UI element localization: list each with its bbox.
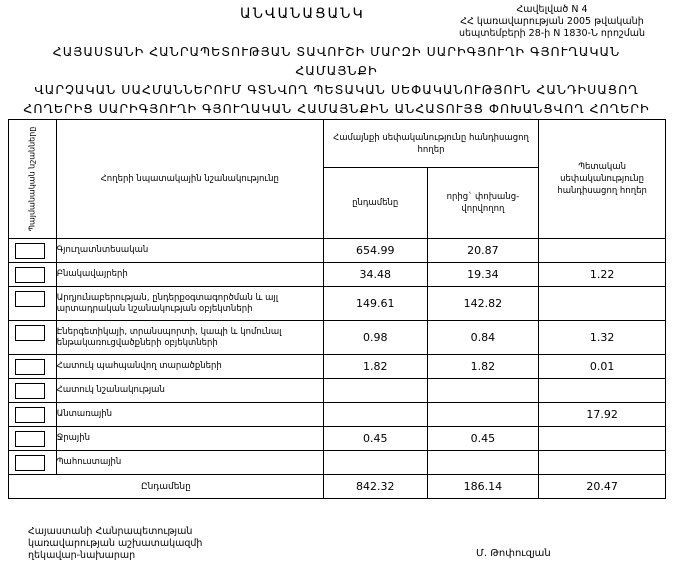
totals-row [9, 475, 666, 499]
header-row [9, 120, 666, 168]
header-purpose: Հողերի նպատակային նշանակությունը [56, 120, 323, 239]
appendix-line-2: ՀՀ կառավարության 2005 թվականի [460, 16, 644, 27]
header-total: ընդամենը [323, 168, 427, 239]
row-state: 1.22 [539, 263, 666, 287]
signatory-title [28, 526, 202, 562]
code-cell [9, 321, 57, 355]
header-state-lands: Պետական սեփականությունը հանդիսացող հողեր [539, 120, 666, 239]
land-table [8, 119, 666, 499]
table-row [9, 263, 666, 287]
heading-line-2: ՎԱՐՉԱԿԱՆ ՍԱՀՄԱՆՆԵՐՈՒՄ ԳՏՆՎՈՂ ՊԵՏԱԿԱՆ ՍԵՓԱԿԱՆՈՒԹՅՈՒՆ ՀԱՆԴԻՍԱՑՈՂ [34, 82, 639, 97]
document-title: ԱՆՎԱՆԱՑԱՆԿ [240, 6, 365, 22]
code-box [15, 291, 45, 307]
table-row [9, 287, 666, 321]
code-cell [9, 239, 57, 263]
totals-transferred: 186.14 [427, 475, 539, 499]
table-row [9, 451, 666, 475]
row-state [539, 379, 666, 403]
heading-line-3: ՀՈՂԵՐԻՑ ՍԱՐԻԳՅՈՒՂԻ ԳՅՈՒՂԱԿԱՆ ՀԱՄԱՅՆՔԻՆ ԱՆՀԱՏՈՒՅՑ ՓՈԽԱՆՑՎՈՂ ՀՈՂԵՐԻ [23, 101, 650, 116]
table-row [9, 379, 666, 403]
table-row [9, 427, 666, 451]
row-purpose: Անտառային [56, 403, 323, 427]
signatory-line-3: ղեկավար-նախարար [28, 550, 136, 561]
code-cell [9, 287, 57, 321]
table-row [9, 239, 666, 263]
row-purpose: Էներգետիկայի, տրանսպորտի, կապի և կոմունալ ենթակառուցվածքների օբյեկտների [56, 321, 323, 355]
row-purpose: Բնակավայրերի [56, 263, 323, 287]
heading-line-1: ՀԱՅԱՍՏԱՆԻ ՀԱՆՐԱՊԵՏՈՒԹՅԱՆ ՏԱՎՈՒՇԻ ՄԱՐԶԻ ՍԱՐԻԳՅՈՒՂԻ ԳՅՈՒՂԱԿԱՆ ՀԱՄԱՅՆՔԻ [52, 44, 621, 78]
header-transferred: որից` փոխանց-վորվողող [427, 168, 539, 239]
appendix-line-3: սեպտեմբերի 28-ի N 1830-Ն որոշման [458, 28, 646, 39]
row-total: 34.48 [323, 263, 427, 287]
row-transferred [427, 379, 539, 403]
row-state [539, 427, 666, 451]
row-total: 654.99 [323, 239, 427, 263]
row-purpose: Հատուկ պահպանվող տարածքների [56, 355, 323, 379]
row-transferred: 0.45 [427, 427, 539, 451]
row-state [539, 451, 666, 475]
header-code: Պայմանական նշանները [9, 120, 57, 239]
row-purpose: Գյուղատնտեսական [56, 239, 323, 263]
header-community-lands: Համայնքի սեփականությունը հանդիսացող հողեր [323, 120, 538, 168]
row-purpose: Պահուստային [56, 451, 323, 475]
document-heading [10, 42, 663, 118]
row-total: 149.61 [323, 287, 427, 321]
totals-state: 20.47 [539, 475, 666, 499]
row-state: 17.92 [539, 403, 666, 427]
row-purpose: Արդյունաբերության, ընդերքօգտագործման և այլ արտադրական նշանակության օբյեկտների [56, 287, 323, 321]
row-transferred: 142.82 [427, 287, 539, 321]
code-box [15, 383, 45, 399]
signatory-line-1: Հայաստանի Հանրապետության [28, 526, 193, 537]
code-cell [9, 403, 57, 427]
row-state: 1.32 [539, 321, 666, 355]
code-cell [9, 355, 57, 379]
signatory-line-2: կառավարության աշխատակազմի [28, 538, 203, 549]
row-purpose: Հատուկ նշանակության [56, 379, 323, 403]
signatory-name: Մ. Թոփուզյան [476, 548, 551, 559]
totals-total: 842.32 [323, 475, 427, 499]
row-purpose: Ջրային [56, 427, 323, 451]
code-cell [9, 263, 57, 287]
code-box [15, 325, 45, 341]
row-transferred: 1.82 [427, 355, 539, 379]
row-transferred: 0.84 [427, 321, 539, 355]
row-total [323, 451, 427, 475]
row-transferred [427, 403, 539, 427]
code-box [15, 407, 45, 423]
table-row [9, 355, 666, 379]
row-state: 0.01 [539, 355, 666, 379]
totals-label: Ընդամենը [9, 475, 324, 499]
table-row [9, 321, 666, 355]
appendix-note [434, 4, 670, 40]
code-box [15, 267, 45, 283]
table-row [9, 403, 666, 427]
row-state [539, 239, 666, 263]
row-transferred [427, 451, 539, 475]
code-cell [9, 427, 57, 451]
row-total: 0.45 [323, 427, 427, 451]
row-total [323, 403, 427, 427]
code-box [15, 455, 45, 471]
code-box [15, 243, 45, 259]
row-transferred: 19.34 [427, 263, 539, 287]
code-cell [9, 379, 57, 403]
row-transferred: 20.87 [427, 239, 539, 263]
code-box [15, 431, 45, 447]
row-state [539, 287, 666, 321]
row-total: 0.98 [323, 321, 427, 355]
row-total: 1.82 [323, 355, 427, 379]
code-box [15, 359, 45, 375]
table-body [9, 239, 666, 475]
row-total [323, 379, 427, 403]
appendix-line-1: Հավելված N 4 [516, 4, 588, 15]
code-cell [9, 451, 57, 475]
